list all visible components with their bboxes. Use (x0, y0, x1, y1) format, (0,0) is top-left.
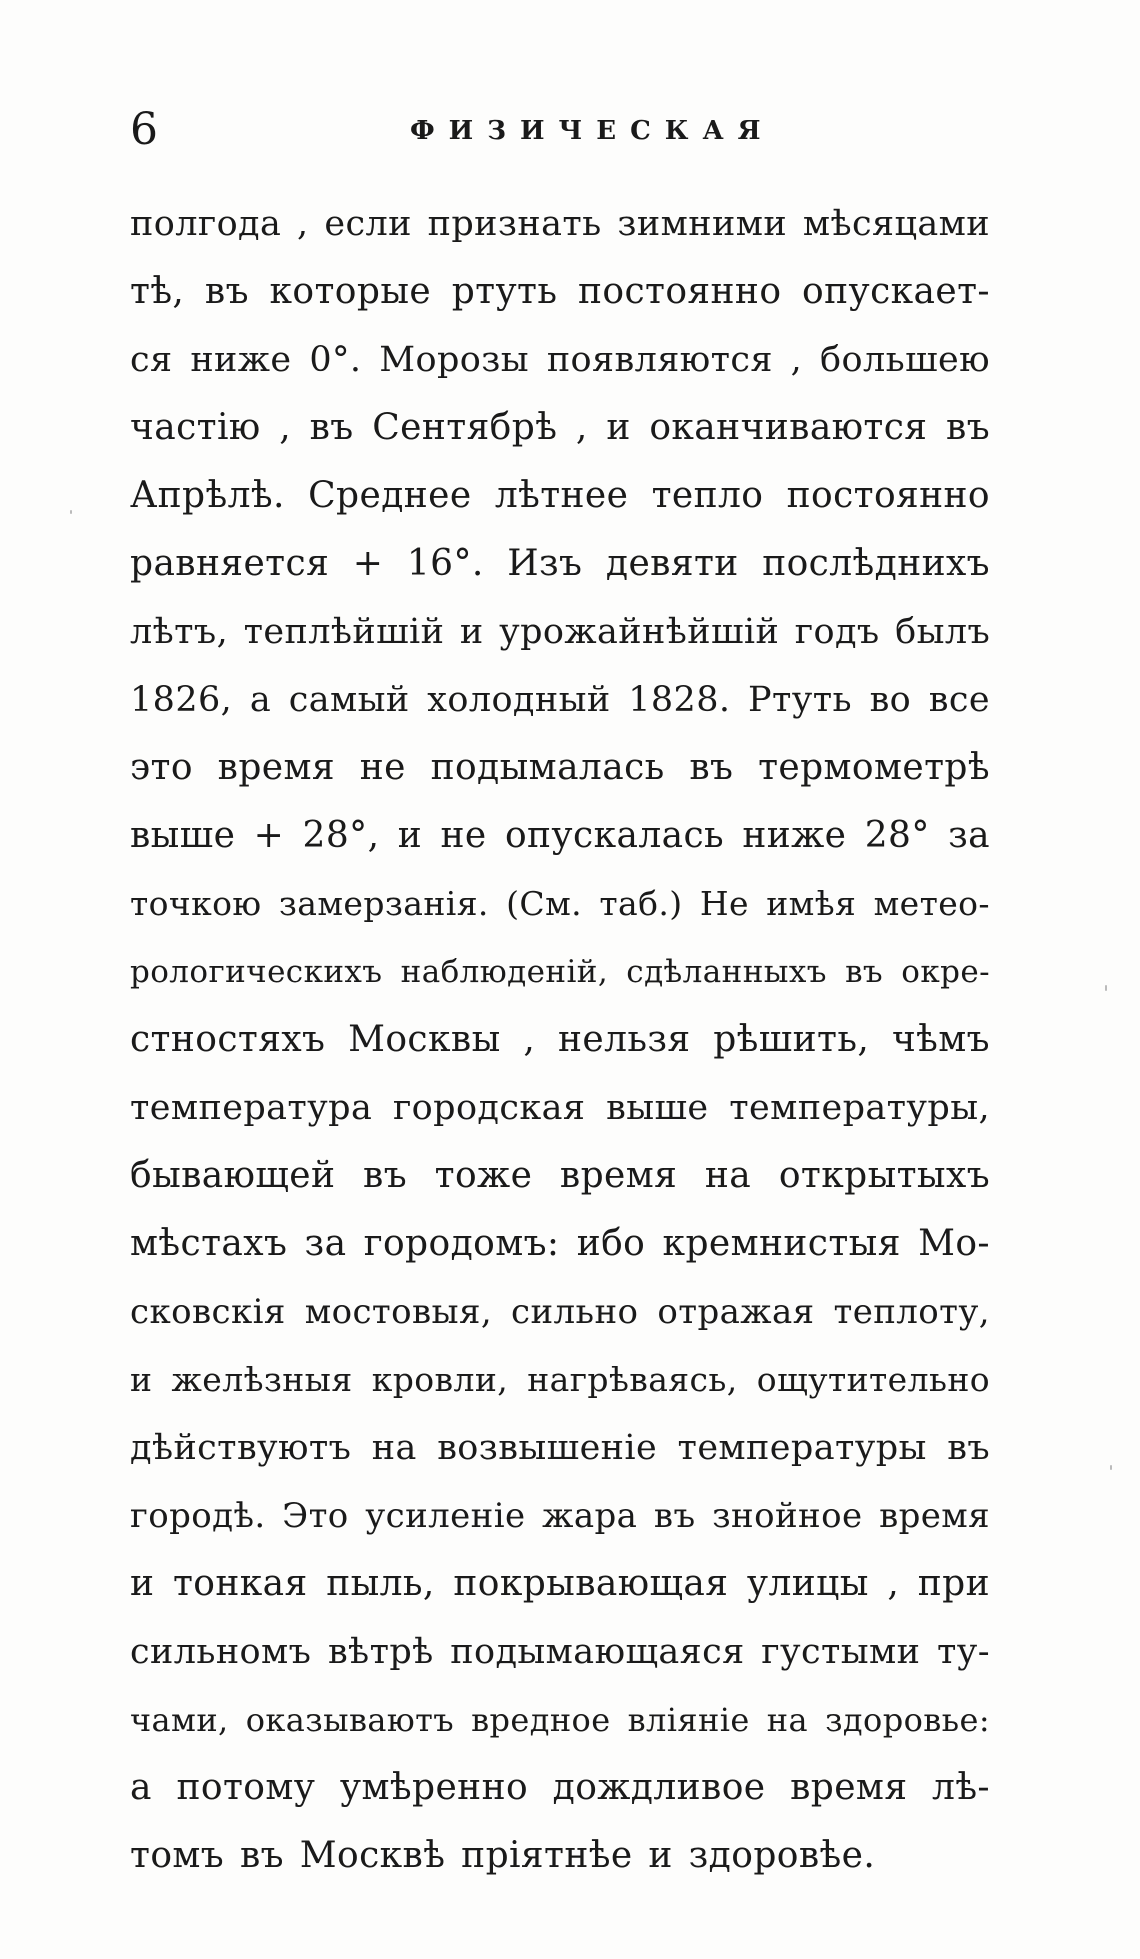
text-line: бывающей въ тоже время на открытыхъ (130, 1155, 990, 1196)
text-line: сильномъ вѣтрѣ подымающаяся густыми ту- (130, 1632, 990, 1672)
text-line: рологическихъ наблюденій, сдѣланныхъ въ окре- (130, 954, 990, 990)
text-line: точкою замерзанія. (См. таб.) Не имѣя метео- (130, 884, 990, 923)
text-line: и желѣзныя кровли, нагрѣваясь, ощутительно (130, 1360, 990, 1399)
text-line: сковскія мостовыя, сильно отражая теплоту, (130, 1292, 990, 1332)
text-line: ся ниже 0°. Морозы появляются , большею (130, 340, 990, 380)
text-line: лѣтъ, теплѣйшій и урожайнѣйшій годъ былъ (130, 612, 991, 652)
text-line: выше + 28°, и не опускалась ниже 28° за (130, 815, 990, 856)
text-line: а потому умѣренно дождливое время лѣ- (130, 1767, 990, 1808)
text-line: тѣ, въ которые ртуть постоянно опускает- (130, 271, 990, 312)
running-title: ФИЗИЧЕСКАЯ (410, 116, 775, 146)
text-line: полгода , если признать зимними мѣсяцами (130, 204, 990, 244)
paper-speck (1105, 985, 1107, 991)
text-line: томъ въ Москвѣ пріятнѣе и здоровѣе. (130, 1835, 876, 1876)
text-line: 1826, а самый холодный 1828. Ртуть во все (130, 680, 990, 720)
text-line: и тонкая пыль, покрывающая улицы , при (130, 1563, 990, 1604)
text-line: городѣ. Это усиленіе жара въ знойное время (130, 1496, 990, 1536)
body-text (130, 190, 990, 1890)
text-line: мѣстахъ за городомъ: ибо кремнистыя Мо- (130, 1223, 990, 1264)
page-number: 6 (130, 104, 158, 155)
paper-speck (1110, 1465, 1112, 1470)
text-line: равняется + 16°. Изъ девяти послѣднихъ (130, 543, 990, 584)
text-line: Апрѣлѣ. Среднее лѣтнее тепло постоянно (130, 475, 990, 516)
page-header (130, 100, 990, 160)
text-line: частію , въ Сентябрѣ , и оканчиваются въ (130, 407, 990, 448)
paper-speck (70, 510, 72, 514)
text-line: температура городская выше температуры, (130, 1088, 990, 1128)
text-line: это время не подымалась въ термометрѣ (130, 747, 990, 788)
text-line: стностяхъ Москвы , нельзя рѣшить, чѣмъ (130, 1019, 990, 1060)
text-line: дѣйствуютъ на возвышеніе температуры въ (130, 1428, 990, 1468)
text-line: чами, оказываютъ вредное вліяніе на здоровье: (130, 1701, 990, 1739)
